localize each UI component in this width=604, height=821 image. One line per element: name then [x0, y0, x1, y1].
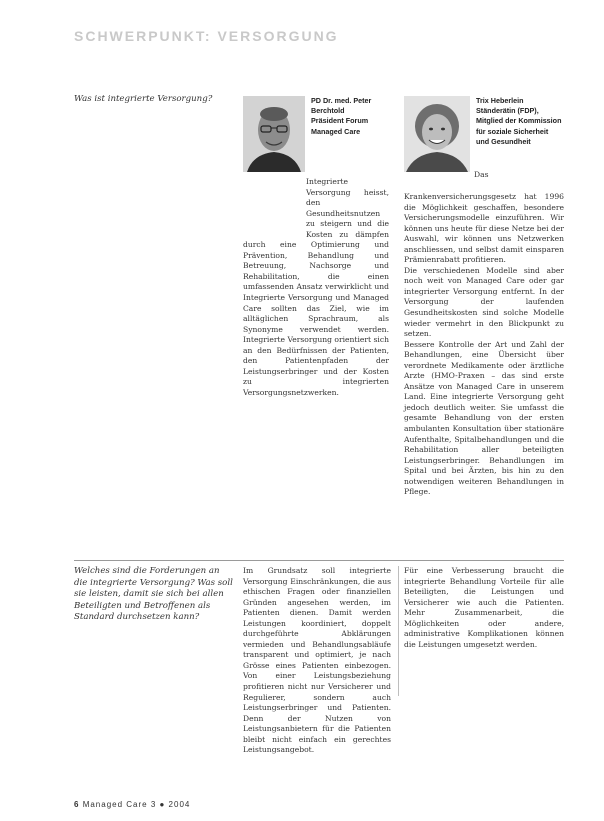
page-footer — [74, 800, 190, 809]
question-2: Welches sind die Forderungen an die integrierte Versorgung? Was soll sie leisten, damit sie sich bei allen Beteiligten und Betroffenen als Standard durchsetzen kann? — [74, 566, 233, 623]
answer-1-photo-spacer — [243, 177, 306, 237]
page-number: 6 — [74, 800, 80, 809]
question-1: Was ist integrierte Versorgung? — [74, 94, 213, 104]
interviewee-1-caption — [311, 96, 389, 137]
answer-2-photo-spacer — [404, 170, 474, 192]
answer-2-column — [404, 170, 564, 498]
answer-2-text-1: Das Krankenversicherungsgesetz hat 1996 die Möglichkeit geschaffen, besondere Versicherungsmodelle einzuführen. Wir können uns heute für diese Netze bei der Auswahl, wir können uns Netzwerken anschliessen, und selbst damit einsparen Prämienrabatt profitieren. — [404, 170, 564, 265]
column-separator — [398, 566, 399, 696]
answer-b2-text: Für eine Verbesserung braucht die integrierte Behandlung Vorteile für alle Beteiligten, die Leistungen und Versicherer wie auch die Patienten. Mehr Zusammenarbeit, die Möglichkeiten oder andere, administrative Komplikationen können die Leistungen umgesetzt werden. — [404, 566, 564, 649]
answer-b1-column — [243, 566, 391, 756]
portrait-heberlein-image — [404, 96, 470, 172]
section-divider — [74, 560, 564, 561]
interviewee-1-role: Präsident Forum Managed Care — [311, 116, 369, 136]
interviewee-2-role: Ständerätin (FDP), Mitglied der Kommission für soziale Sicherheit und Gesundheit — [476, 106, 562, 146]
answer-1-column — [243, 177, 389, 398]
answer-2-text-3: Bessere Kontrolle der Art und Zahl der Behandlungen, eine Übersicht über verordnete Medikamente oder ärztliche Arzte (HMO-Praxen – das sind erste Ansätze von Managed Care in unserem Land. Eine integrierte Versorgung geht jedoch deutlich weiter. Sie umfasst die gesamte Behandlung von der ersten ambulanten Konsultation über stationäre Aufenthalte, Spitalbehandlungen und die Rehabilitation aller beteiligten Leistungserbringer. Behandlungen im Spital und bei Ärzten, bis hin zu den notwendigen weiteren Behandlungen in Pflege. — [404, 339, 564, 497]
answer-b1-text: Im Grundsatz soll integrierte Versorgung Einschränkungen, die aus ethischen Fragen oder finanziellen Gründen angesehen werden, im Patienten dienen. Damit werden Leistungen koordiniert, doppelt durchgeführte Abklärungen vermieden und Behandlungsabläufe transparent und optimiert, je nach Grösse eines Patienten einbezogen. Von einer Leistungsbeziehung profitieren nicht nur Versicherer und Regulierer, sondern auch Leistungserbringer und Patienten. Denn der Nutzen von Leistungsanbietern für die Patienten bleibt nicht einfach ein gerechtes Leistungsangebot. — [243, 566, 391, 755]
portrait-berchtold-image — [243, 96, 305, 172]
interviewee-2-name: Trix Heberlein — [476, 96, 524, 105]
answer-2-text-2: Die verschiedenen Modelle sind aber noch weit von Managed Care oder gar integrierter Versorgung entfernt. In der Versorgung der laufenden Gesundheitskosten sind solche Modelle wieder vermehrt in den Blickpunkt zu setzen. — [404, 265, 564, 339]
publication-info: Managed Care 3 ● 2004 — [82, 800, 191, 809]
interviewee-2-caption — [476, 96, 562, 147]
portrait-heberlein — [404, 96, 470, 172]
answer-b2-column — [404, 566, 564, 650]
section-header: SCHWERPUNKT: VERSORGUNG — [74, 28, 339, 44]
answer-1-text: Integrierte Versorgung heisst, den Gesundheitsnutzen zu steigern und die Kosten zu dämpfen durch eine Optimierung und Prävention, Behandlung und Betreuung, Nachsorge und Rehabilitation, die einen umfassenden Ansatz verwirklicht und Integrierte Versorgung und Managed Care sollten das Ziel, wie im alltäglichen Sprachraum, als Synonyme verwendet werden. Integrierte Versorgung orientiert sich an den Bedürfnissen der Patienten, den Patientenpfaden der Leistungserbringer und der Kosten zu integrierten Versorgungsnetzwerken. — [243, 177, 389, 397]
interviewee-1-name: PD Dr. med. Peter Berchtold — [311, 96, 372, 116]
portrait-berchtold — [243, 96, 305, 172]
